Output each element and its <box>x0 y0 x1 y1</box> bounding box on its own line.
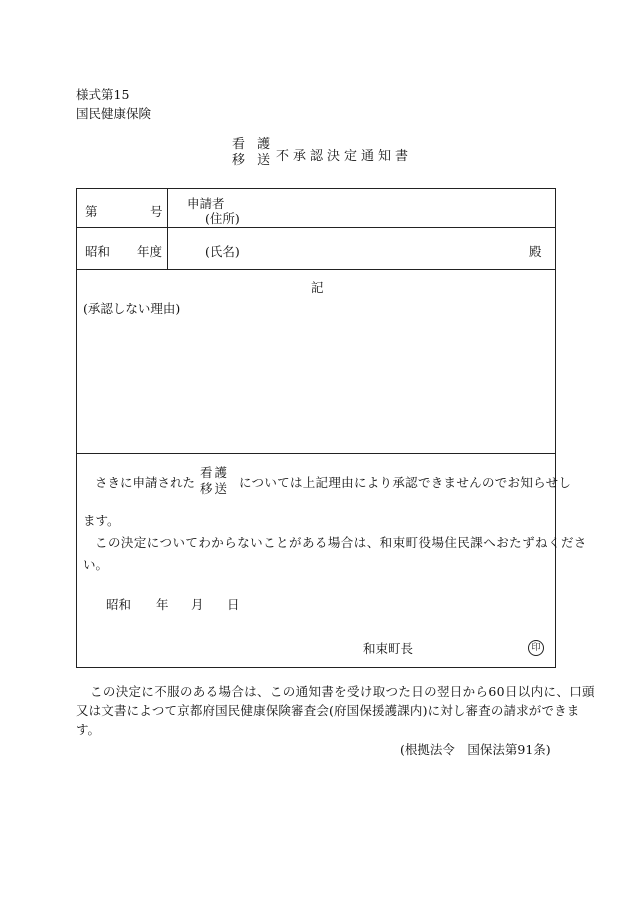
address-label: (住所) <box>205 211 240 226</box>
footer-line-1: この決定に不服のある場合は、この通知書を受け取つた日の翌日から60日以内に、口頭 <box>90 684 595 699</box>
date-year-label: 年度 <box>137 244 163 259</box>
column-divider <box>167 189 168 269</box>
footer-line-2: 又は文書によつて京都府国民健康保険審査会(府国保援護課内)に対し審査の請求ができま <box>76 703 580 718</box>
title-stack-top: 看 護 <box>232 137 275 152</box>
document-title: 不承認決定通知書 <box>276 149 413 164</box>
name-label: (氏名) <box>205 244 240 259</box>
applicant-dashed-divider <box>167 227 555 228</box>
notice-stack <box>200 465 229 497</box>
form-number: 様式第15 <box>76 87 130 102</box>
number-label-left: 第 <box>85 204 98 219</box>
reason-label: (承認しない理由) <box>83 301 181 316</box>
issue-month: 月 <box>191 597 204 612</box>
header-bottom-divider <box>77 269 555 270</box>
insurance-name: 国民健康保険 <box>76 106 152 121</box>
ki-label: 記 <box>311 280 324 295</box>
notice-suffix: については上記理由により承認できませんのでお知らせし <box>239 475 572 490</box>
form-box <box>76 188 587 668</box>
inquiry-line-2: い。 <box>83 557 109 572</box>
notice-stack-bottom: 移送 <box>200 481 230 496</box>
row-divider-left <box>77 227 167 228</box>
notice-stack-top: 看護 <box>200 465 230 480</box>
date-era: 昭和 <box>85 244 111 259</box>
title-stack-bottom: 移 送 <box>232 153 275 168</box>
inquiry-line-1: この決定についてわからないことがある場合は、和束町役場住民課へおたずねくださ <box>95 535 587 550</box>
honorific: 殿 <box>529 244 542 259</box>
seal-icon: 印 <box>528 640 544 656</box>
mayor-title: 和束町長 <box>363 641 414 656</box>
reason-bottom-divider <box>77 453 555 454</box>
applicant-label: 申請者 <box>187 196 225 211</box>
number-label-right: 号 <box>150 204 163 219</box>
issue-day: 日 <box>227 597 240 612</box>
notice-prefix: さきに申請された <box>95 475 196 490</box>
footer-line-3: す。 <box>76 722 101 737</box>
issue-year: 年 <box>156 597 169 612</box>
issue-era: 昭和 <box>106 597 132 612</box>
legal-basis: (根拠法令 国保法第91条) <box>400 742 551 757</box>
notice-continued: ます。 <box>83 513 120 528</box>
title-stack <box>232 137 274 169</box>
